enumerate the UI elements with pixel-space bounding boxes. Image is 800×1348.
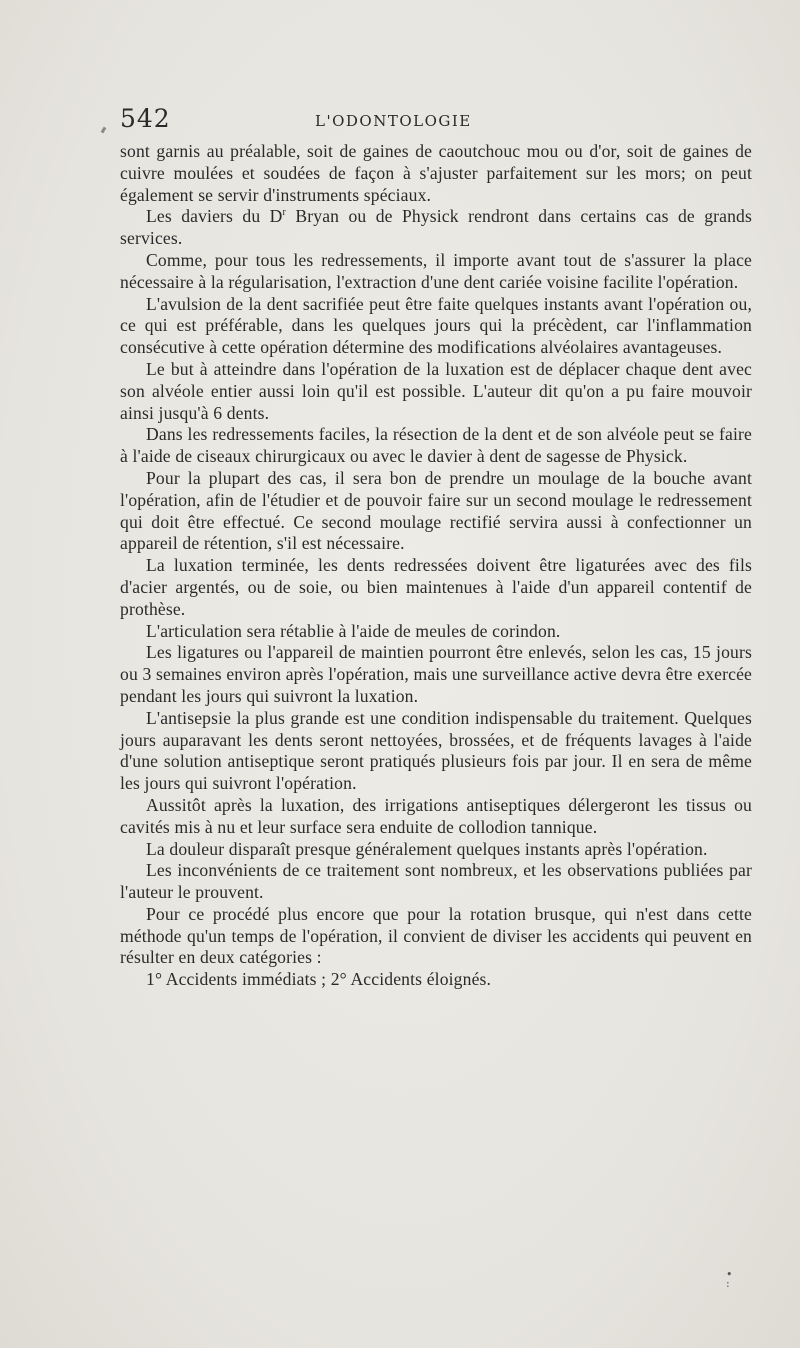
paragraph: Les ligatures ou l'appareil de maintien pourront être enlevés, selon les cas, 15 jours ou 3 semaines environ après l'opération, mais une surveillance active devra être exercée pendant les jours qui suivront la luxation. <box>120 642 752 706</box>
paragraph-text: Les daviers du D <box>146 206 283 227</box>
paragraph: Pour la plupart des cas, il sera bon de prendre un moulage de la bouche avant l'opération, afin de l'étudier et de pouvoir faire sur un second moulage le redressement qui doit être effectué. Ce second moulage rectifié servira aussi à confectionner un appareil de rétention, s'il est nécessaire. <box>120 467 752 554</box>
paragraph: Le but à atteindre dans l'opération de la luxation est de déplacer chaque dent avec son alvéole entier aussi loin qu'il est possible. L'auteur dit qu'on a pu faire mouvoir ainsi jusqu'à 6 dents. <box>120 358 752 423</box>
paragraph: L'articulation sera rétablie à l'aide de meules de corindon. <box>146 620 561 641</box>
paragraph: L'antisepsie la plus grande est une condition indispensable du traitement. Quelques jours auparavant les dents seront nettoyées, brossées, et de fréquents lavages à l'aide d'une solution antiseptique seront pratiqués plusieurs fois par jour. Il en sera de même les jours qui suivront l'opération. <box>120 707 752 794</box>
paragraph: L'avulsion de la dent sacrifiée peut être faite quelques instants avant l'opération ou, ce qui est préférable, dans les quelques jours qui la précèdent, car l'inflammation consécutive à cette opération détermine des modifications alvéolaires avantageuses. <box>120 293 752 358</box>
paragraph: Comme, pour tous les redressements, il importe avant tout de s'assurer la place nécessaire à la régularisation, l'extraction d'une dent cariée voisine facilite l'opération. <box>120 249 752 292</box>
page-number: 542 <box>120 104 171 133</box>
paragraph: sont garnis au préalable, soit de gaines de caoutchouc mou ou d'or, soit de gaines de cuivre moulées et soudées de façon à s'ajuster parfaitement sur les mors; on peut également se servir d'instruments spéciaux. <box>120 141 752 205</box>
superscript: r <box>282 207 286 219</box>
paragraph: Dans les redressements faciles, la résection de la dent et de son alvéole peut se faire à l'aide de ciseaux chirurgicaux ou avec le davier à dent de sagesse de Physick. <box>120 424 752 467</box>
paragraph: La douleur disparaît presque généralement quelques instants après l'opération. <box>146 838 708 859</box>
paragraph: Pour ce procédé plus encore que pour la rotation brusque, qui n'est dans cette méthode qu'un temps de l'opération, il convient de diviser les accidents qui peuvent en résulter en deux catégories : <box>120 903 752 968</box>
paragraph-text: Bryan ou de Physick rendront dans certains cas de grands services. <box>120 206 752 249</box>
margin-mark <box>101 127 107 134</box>
running-title: L'ODONTOLOGIE <box>315 112 472 130</box>
body-text <box>120 141 752 991</box>
paragraph: La luxation terminée, les dents redressées doivent être ligaturées avec des fils d'acier argentés, ou de soie, ou bien maintenues à l'aide d'un appareil contentif de prothèse. <box>120 555 752 619</box>
paragraph: Les inconvénients de ce traitement sont nombreux, et les observations publiées par l'auteur le prouvent. <box>120 860 752 903</box>
footer-mark: • : <box>726 1268 733 1290</box>
paragraph: Aussitôt après la luxation, des irrigations antiseptiques délergeront les tissus ou cavités mis à nu et leur surface sera enduite de collodion tannique. <box>120 794 752 837</box>
paragraph <box>120 206 752 250</box>
paragraph: 1° Accidents immédiats ; 2° Accidents éloignés. <box>146 969 492 990</box>
page-header <box>120 104 750 134</box>
